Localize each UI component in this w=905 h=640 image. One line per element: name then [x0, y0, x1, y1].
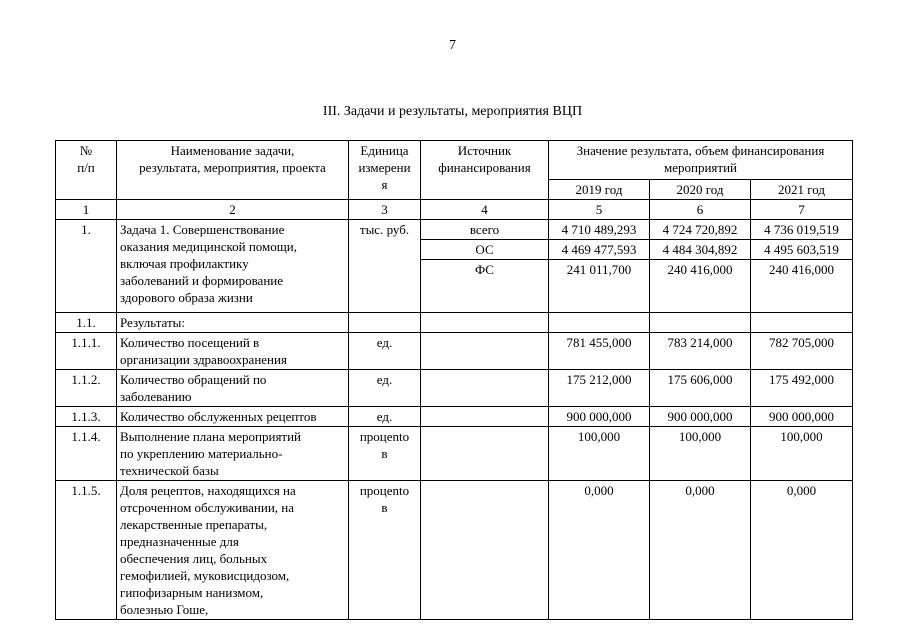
result-value: 100,000: [751, 427, 853, 481]
column-number: 5: [549, 200, 650, 220]
result-row: [56, 370, 853, 407]
result-value: 100,000: [650, 427, 751, 481]
result-name: Количество посещений в организации здравоохранения: [117, 333, 349, 370]
funding-source: ОС: [421, 240, 549, 260]
empty-cell: [650, 313, 751, 333]
results-header-row: [56, 313, 853, 333]
result-no: 1.1.1.: [56, 333, 117, 370]
result-value: 781 455,000: [549, 333, 650, 370]
header-value: Значение результата, объем финансирования мероприятий: [549, 141, 853, 180]
tasks-results-table: [55, 140, 853, 620]
result-value: 100,000: [549, 427, 650, 481]
result-unit: процento в: [349, 481, 421, 620]
result-source: [421, 370, 549, 407]
column-number: 7: [751, 200, 853, 220]
task-no: 1.: [56, 220, 117, 313]
result-no: 1.1.2.: [56, 370, 117, 407]
funding-value: 241 011,700: [549, 260, 650, 313]
header-year-2020: 2020 год: [650, 180, 751, 200]
result-value: 0,000: [650, 481, 751, 620]
header-no: № п/п: [56, 141, 117, 200]
funding-value: 240 416,000: [751, 260, 853, 313]
result-no: 1.1.3.: [56, 407, 117, 427]
result-name: Количество обслуженных рецептов: [117, 407, 349, 427]
result-name: Количество обращений по заболеванию: [117, 370, 349, 407]
results-no: 1.1.: [56, 313, 117, 333]
task-name: Задача 1. Совершенствование оказания медицинской помощи, включая профилактику заболеваний и формирование здорового образа жизни: [117, 220, 349, 313]
result-row: [56, 333, 853, 370]
result-name: Выполнение плана мероприятий по укреплению материально- технической базы: [117, 427, 349, 481]
results-label: Результаты:: [117, 313, 349, 333]
empty-cell: [349, 313, 421, 333]
empty-cell: [549, 313, 650, 333]
header-row: [56, 141, 853, 180]
result-value: 0,000: [549, 481, 650, 620]
column-number: 4: [421, 200, 549, 220]
funding-value: 4 710 489,293: [549, 220, 650, 240]
result-value: 175 492,000: [751, 370, 853, 407]
column-number: 2: [117, 200, 349, 220]
result-no: 1.1.5.: [56, 481, 117, 620]
funding-value: 4 484 304,892: [650, 240, 751, 260]
funding-value: 4 469 477,593: [549, 240, 650, 260]
result-value: 783 214,000: [650, 333, 751, 370]
empty-cell: [751, 313, 853, 333]
header-name: Наименование задачи, результата, мероприятия, проекта: [117, 141, 349, 200]
result-source: [421, 481, 549, 620]
page-number: 7: [449, 38, 456, 53]
result-value: 175 212,000: [549, 370, 650, 407]
result-unit: ед.: [349, 333, 421, 370]
result-row: [56, 481, 853, 620]
funding-value: 4 495 603,519: [751, 240, 853, 260]
funding-value: 4 724 720,892: [650, 220, 751, 240]
header-year-2019: 2019 год: [549, 180, 650, 200]
column-number: 6: [650, 200, 751, 220]
funding-value: 4 736 019,519: [751, 220, 853, 240]
result-unit: ед.: [349, 407, 421, 427]
result-row: [56, 407, 853, 427]
result-row: [56, 427, 853, 481]
empty-cell: [421, 313, 549, 333]
result-value: 175 606,000: [650, 370, 751, 407]
result-source: [421, 333, 549, 370]
result-source: [421, 427, 549, 481]
result-value: 900 000,000: [751, 407, 853, 427]
result-value: 900 000,000: [549, 407, 650, 427]
funding-source: всего: [421, 220, 549, 240]
header-source: Источник финансирования: [421, 141, 549, 200]
result-no: 1.1.4.: [56, 427, 117, 481]
funding-value: 240 416,000: [650, 260, 751, 313]
result-value: 0,000: [751, 481, 853, 620]
result-name: Доля рецептов, находящихся на отсроченном обслуживании, на лекарственные препараты, предназначенные для обеспечения лиц, больных гемофилией, муковисцидозом, гипофизарным нанизмом, болезнью Гоше,: [117, 481, 349, 620]
task-unit: тыс. руб.: [349, 220, 421, 313]
column-number: 3: [349, 200, 421, 220]
column-numbers-row: [56, 200, 853, 220]
header-year-2021: 2021 год: [751, 180, 853, 200]
task-row: [56, 220, 853, 240]
result-source: [421, 407, 549, 427]
result-unit: ед.: [349, 370, 421, 407]
result-value: 900 000,000: [650, 407, 751, 427]
column-number: 1: [56, 200, 117, 220]
result-unit: процento в: [349, 427, 421, 481]
header-unit: Единица измерени я: [349, 141, 421, 200]
funding-source: ФС: [421, 260, 549, 313]
section-heading: III. Задачи и результаты, мероприятия ВЦП: [322, 104, 583, 119]
result-value: 782 705,000: [751, 333, 853, 370]
